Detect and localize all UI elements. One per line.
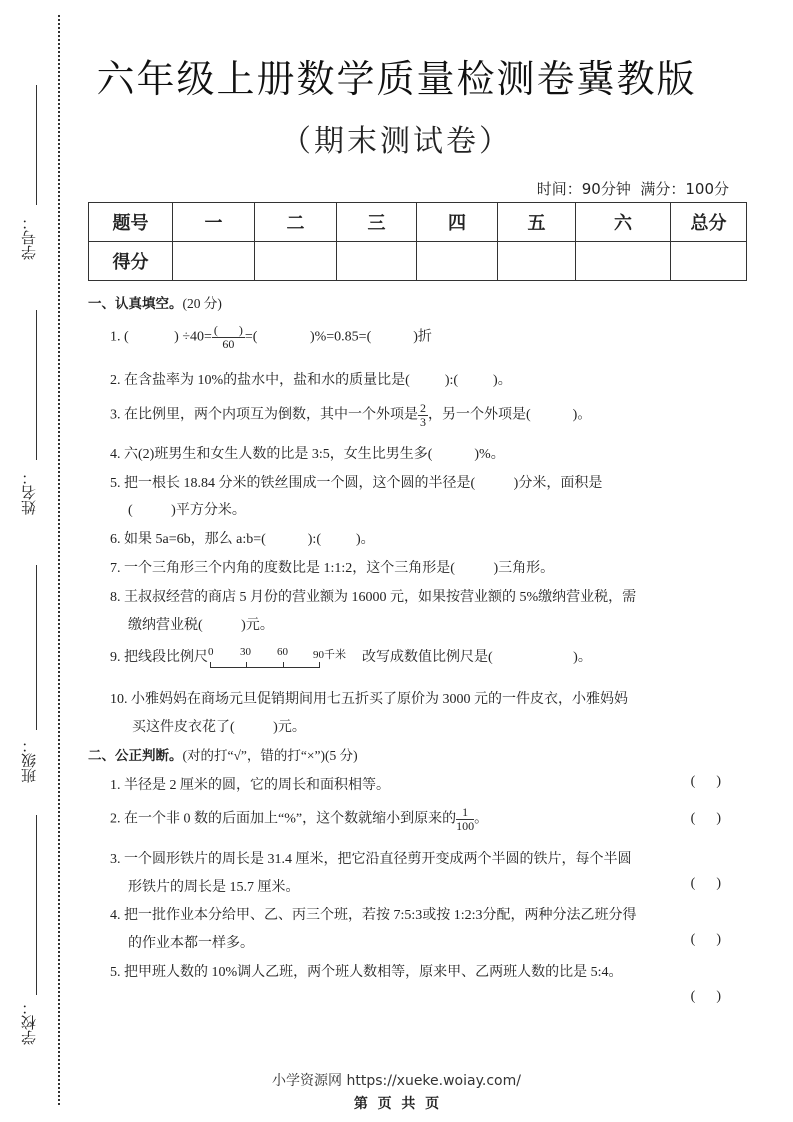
question-2-5: 5. 把甲班人数的 10%调人乙班，两个班人数相等，原来甲、乙两班人数的比是 5:4。 <box>110 965 623 980</box>
header-cell: 四 <box>417 203 498 242</box>
question-1-7: 7. 一个三角形三个内角的度数比是 1:1:2，这个三角形是( )三角形。 <box>110 561 555 576</box>
fraction <box>212 324 245 351</box>
question-1-6: 6. 如果 5a=6b，那么 a:b=( ):( )。 <box>110 532 375 547</box>
score-cell[interactable] <box>173 242 255 281</box>
fraction <box>418 402 428 429</box>
section-title: 二、公正判断。 <box>88 748 183 764</box>
school-label: 学校： <box>20 1000 38 1045</box>
page-title: 六年级上册数学质量检测卷冀教版 <box>96 57 697 101</box>
numerator: 2 <box>420 401 426 415</box>
scale-tick <box>210 662 211 668</box>
score-row <box>89 242 747 281</box>
question-1-10: 10. 小雅妈妈在商场元旦促销期间用七五折买了原价为 3000 元的一件皮衣，小雅妈妈 <box>110 692 628 707</box>
question-2-4: 4. 把一批作业本分给甲、乙、丙三个班，若按 7:5:3或按 1:2:3分配，两种分法乙班分得 <box>110 908 637 923</box>
footer-page: 第 页 共 页 <box>353 1096 440 1112</box>
answer-paren[interactable]: ( ) <box>690 932 721 947</box>
class-label: 班级： <box>20 738 38 783</box>
answer-paren[interactable]: ( ) <box>690 876 721 891</box>
denominator: 100 <box>456 819 475 833</box>
scale-tick <box>319 662 320 668</box>
table-header-row <box>89 203 747 242</box>
header-cell: 六 <box>576 203 671 242</box>
blank-line <box>36 310 37 460</box>
score-table <box>88 202 747 281</box>
question-2-3: 3. 一个圆形铁片的周长是 31.4 厘米，把它沿直径剪开变成两个半圆的铁片，每个半圆 <box>110 852 632 867</box>
question-text: 3. 在比例里，两个内项互为倒数，其中一个外项是 <box>110 407 418 423</box>
question-text: 。 <box>474 811 489 827</box>
question-2-3-cont: 形铁片的周长是 15.7 厘米。 <box>128 880 300 895</box>
line-segment-scale <box>208 646 358 670</box>
question-2-2 <box>110 806 488 833</box>
blank-line <box>36 815 37 995</box>
question-2-1: 1. 半径是 2 厘米的圆，它的周长和面积相等。 <box>110 778 390 793</box>
row-label: 得分 <box>89 242 173 281</box>
question-text: =( )%=0.85=( )折 <box>244 329 432 345</box>
question-1-10-cont: 买这件皮衣花了( )元。 <box>132 720 306 735</box>
question-1-9 <box>110 646 592 670</box>
answer-paren[interactable]: ( ) <box>690 989 721 1004</box>
scale-bar <box>210 667 320 668</box>
question-text: ，另一个外项是( )。 <box>428 407 592 423</box>
scale-label: 30 <box>240 646 251 658</box>
answer-paren[interactable]: ( ) <box>690 774 721 789</box>
blank-line <box>36 565 37 730</box>
score-cell[interactable] <box>576 242 671 281</box>
denominator: 3 <box>420 415 426 429</box>
question-2-4-cont: 的作业本都一样多。 <box>128 936 254 951</box>
question-1-1 <box>110 324 432 351</box>
question-text: 2. 在一个非 0 数的后面加上“%”，这个数就缩小到原来的 <box>110 811 457 827</box>
header-cell: 一 <box>173 203 255 242</box>
question-text: 1. ( ) ÷40= <box>110 329 212 345</box>
name-label: 姓名： <box>20 470 38 515</box>
time-info: 时间：90分钟 满分：100分 <box>536 180 729 198</box>
page-subtitle: （期末测试卷） <box>281 124 512 159</box>
score-cell[interactable] <box>255 242 337 281</box>
header-cell: 题号 <box>89 203 173 242</box>
question-1-4: 4. 六(2)班男生和女生人数的比是 3:5，女生比男生多( )%。 <box>110 447 505 462</box>
denominator: 60 <box>222 337 235 351</box>
question-1-5: 5. 把一根长 18.84 分米的铁丝围成一个圆，这个圆的半径是( )分米，面积是 <box>110 476 603 491</box>
section-title: 一、认真填空。 <box>88 296 183 312</box>
question-1-3 <box>110 402 591 429</box>
footer-site: 小学资源网 https://xueke.woiay.com/ <box>272 1073 521 1089</box>
section-points: (20 分) <box>182 296 222 311</box>
scale-tick <box>246 662 247 668</box>
question-1-2: 2. 在含盐率为 10%的盐水中，盐和水的质量比是( ):( )。 <box>110 373 512 388</box>
scale-label: 60 <box>277 646 288 658</box>
header-cell: 三 <box>337 203 417 242</box>
numerator: 1 <box>456 806 474 820</box>
header-cell: 五 <box>498 203 576 242</box>
numerator: ( ) <box>213 323 243 337</box>
student-id-label: 学号： <box>20 215 38 260</box>
score-cell[interactable] <box>417 242 498 281</box>
fraction <box>456 806 474 833</box>
score-cell[interactable] <box>671 242 747 281</box>
section-note: (对的打“√”，错的打“×”)(5 分) <box>182 748 358 763</box>
scale-label: 90千米 <box>313 649 346 661</box>
question-text: 改写成数值比例尺是( )。 <box>362 650 592 666</box>
score-cell[interactable] <box>337 242 417 281</box>
score-cell[interactable] <box>498 242 576 281</box>
scale-tick <box>283 662 284 668</box>
question-1-5-cont: ( )平方分米。 <box>128 503 246 518</box>
header-cell: 二 <box>255 203 337 242</box>
header-cell: 总分 <box>671 203 747 242</box>
answer-paren[interactable]: ( ) <box>690 811 721 826</box>
section1-heading <box>88 292 222 312</box>
binding-dashed-line <box>58 15 60 1105</box>
question-text: 9. 把线段比例尺 <box>110 650 208 666</box>
section2-heading <box>88 744 358 764</box>
question-1-8: 8. 王叔叔经营的商店 5 月份的营业额为 16000 元，如果按营业额的 5%缴纳营业税，需 <box>110 590 637 605</box>
question-1-8-cont: 缴纳营业税( )元。 <box>128 618 274 633</box>
scale-label: 0 <box>208 646 214 658</box>
